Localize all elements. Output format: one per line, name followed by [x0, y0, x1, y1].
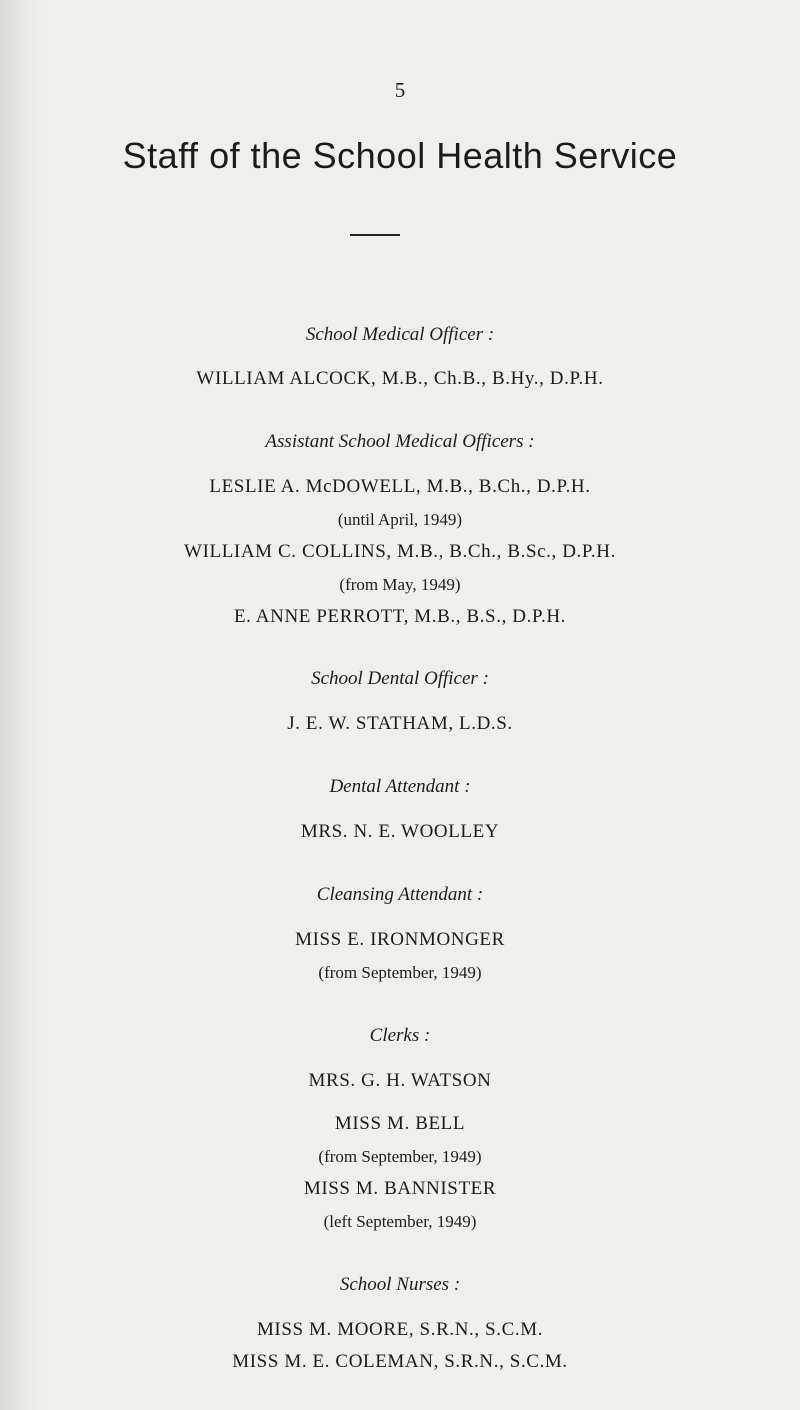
role-clerks: Clerks : [369, 1025, 431, 1046]
staff-name: MRS. G. H. WATSON [308, 1070, 492, 1091]
staff-note: (until April, 1949) [337, 510, 463, 529]
role-school-medical-officer: School Medical Officer : [305, 324, 495, 345]
role-school-dental-officer: School Dental Officer : [311, 668, 489, 689]
staff-name: MISS E. IRONMONGER [295, 929, 505, 950]
staff-note: (from September, 1949) [318, 963, 482, 982]
staff-note: (from September, 1949) [318, 1147, 482, 1166]
page-number: 5 [394, 78, 406, 102]
staff-name: MISS M. E. COLEMAN, S.R.N., S.C.M. [232, 1351, 568, 1372]
title-divider [350, 234, 400, 236]
staff-name: MISS M. MOORE, S.R.N., S.C.M. [256, 1319, 544, 1340]
role-cleansing-attendant: Cleansing Attendant : [316, 884, 484, 905]
staff-name: MISS M. BANNISTER [303, 1178, 497, 1199]
staff-name: WILLIAM C. COLLINS, M.B., B.Ch., B.Sc., D.P.H. [184, 541, 616, 562]
staff-name: MRS. N. E. WOOLLEY [300, 821, 500, 842]
staff-note: (from May, 1949) [339, 575, 461, 594]
role-school-nurses: School Nurses : [339, 1274, 461, 1295]
staff-name: MISS M. BELL [334, 1113, 466, 1134]
staff-note: (left September, 1949) [323, 1212, 477, 1231]
role-assistant-school-medical-officers: Assistant School Medical Officers : [265, 431, 535, 452]
staff-name: J. E. W. STATHAM, L.D.S. [287, 713, 513, 734]
staff-name: E. ANNE PERROTT, M.B., B.S., D.P.H. [233, 606, 567, 627]
role-dental-attendant: Dental Attendant : [329, 776, 471, 797]
staff-name: WILLIAM ALCOCK, M.B., Ch.B., B.Hy., D.P.H. [196, 368, 604, 389]
staff-name: LESLIE A. McDOWELL, M.B., B.Ch., D.P.H. [209, 476, 591, 497]
page-title: Staff of the School Health Service [122, 135, 678, 176]
